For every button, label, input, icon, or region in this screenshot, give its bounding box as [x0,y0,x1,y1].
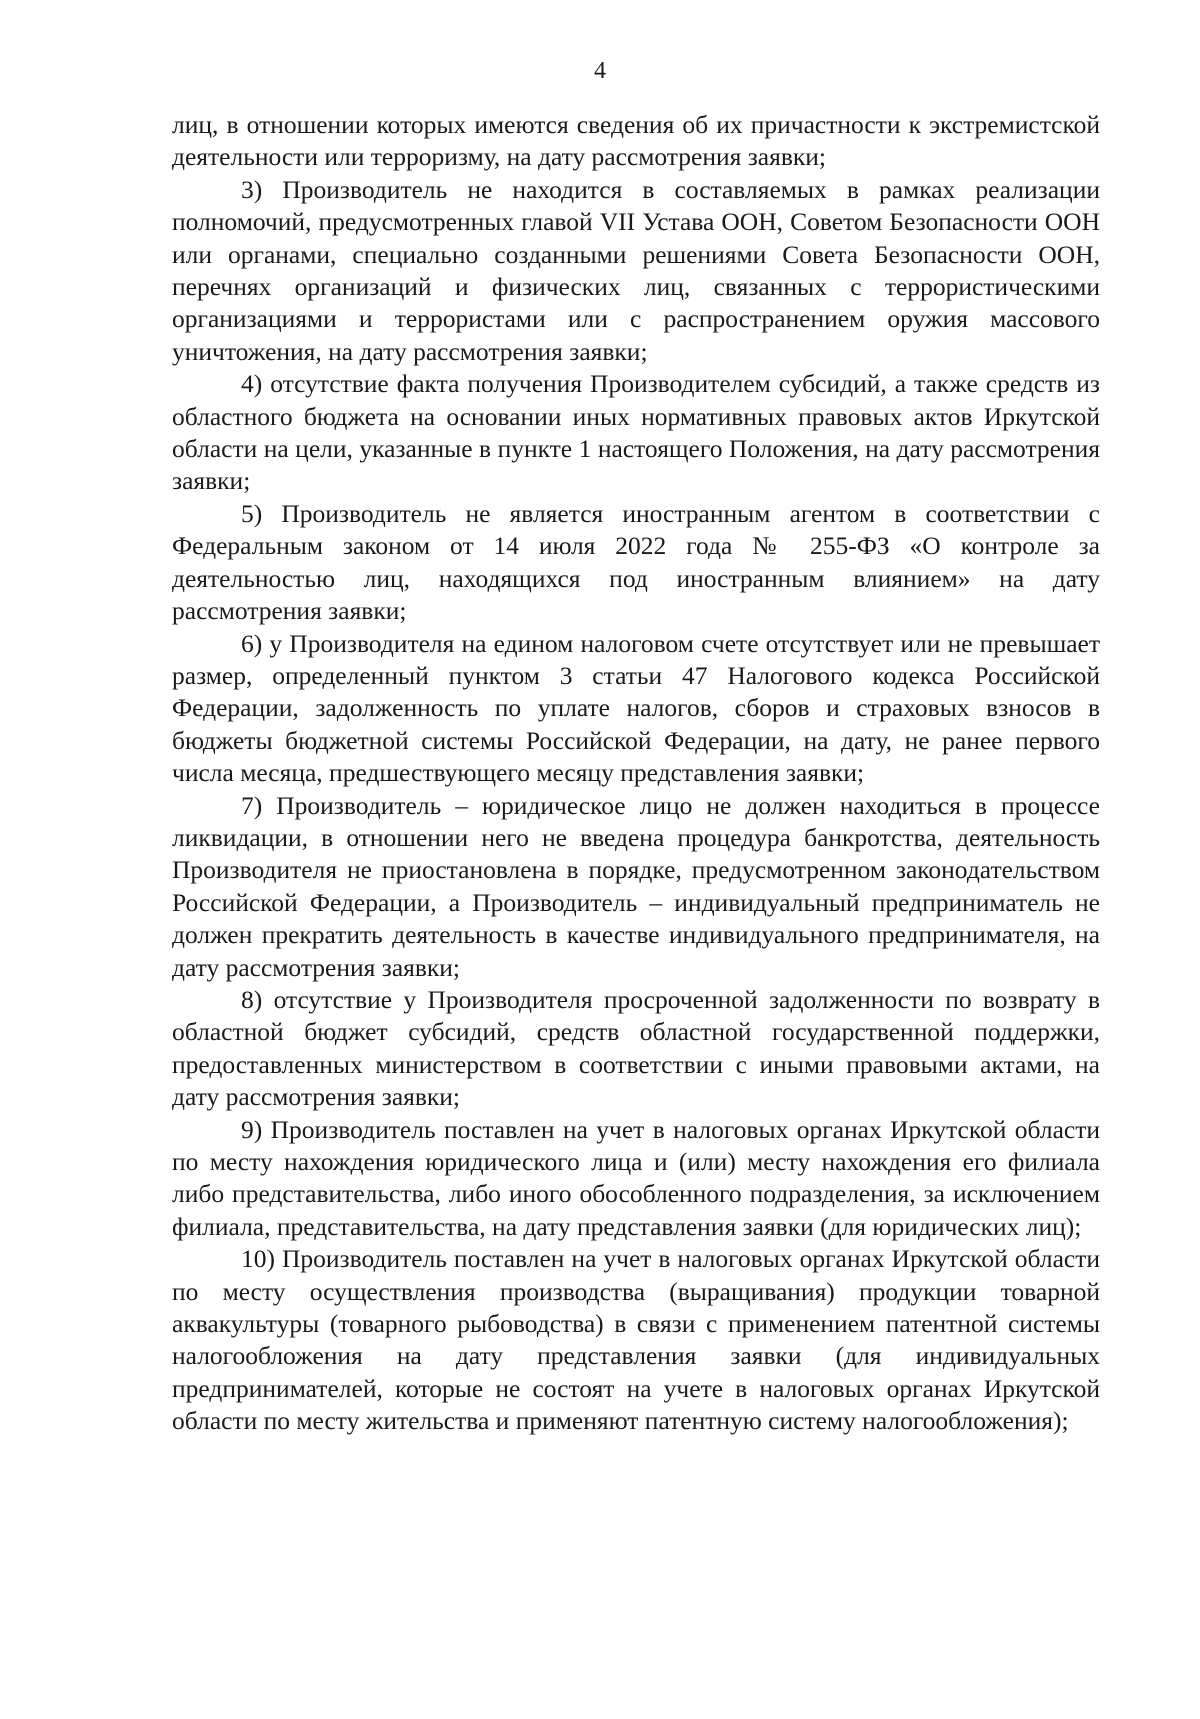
paragraph-item-9: 9) Производитель поставлен на учет в налоговых органах Иркутской области по месту нахождения юридического лица и (или) месту нахождения его филиала либо представительства, либо иного обособленного подразделения, за исключением филиала, представительства, на дату представления заявки (для юридических лиц); [172,1114,1100,1241]
paragraph-item-4: 4) отсутствие факта получения Производителем субсидий, а также средств из областного бюджета на основании иных нормативных правовых актов Иркутской области на цели, указанные в пункте 1 настоящего Положения, на дату рассмотрения заявки; [172,369,1100,496]
paragraph-continuation: лиц, в отношении которых имеются сведения об их причастности к экстремистской деятельности или терроризму, на дату рассмотрения заявки; [172,110,1100,172]
page-number: 4 [594,58,606,84]
paragraph-item-8: 8) отсутствие у Производителя просроченной задолженности по возврату в областной бюджет субсидий, средств областной государственной поддержки, предоставленных министерством в соответствии с иными правовыми актами, на дату рассмотрения заявки; [172,984,1100,1112]
paragraph-item-10: 10) Производитель поставлен на учет в налоговых органах Иркутской области по месту осуществления производства (выращивания) продукции товарной аквакультуры (товарного рыбоводства) в связи с применением патентной системы налогообложения на дату представления заявки (для индивидуальных предпринимателей, которые не состоят на учете в налоговых органах Иркутской области по месту жительства и применяют патентную систему налогообложения); [172,1244,1100,1436]
paragraph-item-3: 3) Производитель не находится в составляемых в рамках реализации полномочий, предусмотренных главой VII Устава ООН, Советом Безопасности ООН или органами, специально созданными решениями Совета Безопасности ООН, перечнях организаций и физических лиц, связанных с террористическими организациями и террористами или с распространением оружия массового уничтожения, на дату рассмотрения заявки; [172,174,1100,366]
paragraph-item-6: 6) у Производителя на едином налоговом счете отсутствует или не превышает размер, определенный пунктом 3 статьи 47 Налогового кодекса Российской Федерации, задолженность по уплате налогов, сборов и страховых взносов в бюджеты бюджетной системы Российской Федерации, на дату, не ранее первого числа месяца, предшествующего месяцу представления заявки; [172,628,1100,788]
paragraph-item-5: 5) Производитель не является иностранным агентом в соответствии с Федеральным законом от 14 июля 2022 года № 255-ФЗ «О контроле за деятельностью лиц, находящихся под иностранным влиянием» на дату рассмотрения заявки; [172,498,1100,626]
paragraph-item-7: 7) Производитель – юридическое лицо не должен находиться в процессе ликвидации, в отношении него не введена процедура банкротства, деятельность Производителя не приостановлена в порядке, предусмотренном законодательством Российской Федерации, а Производитель – индивидуальный предприниматель не должен прекратить деятельность в качестве индивидуального предпринимателя, на дату рассмотрения заявки; [172,790,1100,982]
document-body [172,109,1100,1438]
